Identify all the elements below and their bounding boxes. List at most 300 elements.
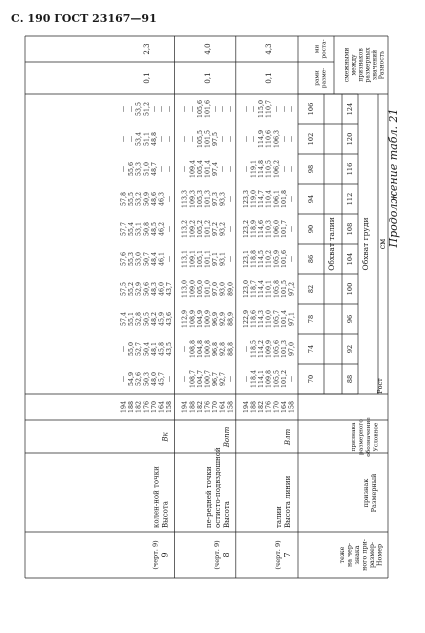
cell-value: 97,0 — [212, 281, 220, 297]
cell-value: 45,9 — [158, 311, 166, 327]
cell-value: 97,1 — [212, 251, 220, 267]
cell-value: 105,4 — [196, 159, 204, 179]
cell-value: 109,1 — [189, 249, 197, 269]
cell-value: — — [227, 195, 235, 203]
cell-value: 105,5 — [196, 129, 204, 149]
cell-value: 50,4 — [143, 341, 151, 357]
cell-value: — — [128, 105, 136, 113]
cell-value: — — [288, 135, 296, 143]
cell-value: 101,4 — [280, 309, 288, 329]
feature-name: пе-редней точки — [204, 466, 213, 528]
cell-value: 57,7 — [120, 221, 128, 237]
cell-value: — — [120, 135, 128, 143]
number-header: теже — [339, 546, 346, 564]
symbol-header: признака — [351, 422, 357, 452]
cell-value: — — [250, 105, 258, 113]
cell-value: 55,6 — [128, 161, 136, 177]
waist-value: 70 — [307, 374, 315, 384]
number-header: ного при- — [361, 539, 369, 571]
diff-header: смежными — [343, 47, 351, 83]
cell-value: 48,7 — [150, 161, 158, 177]
cell-value: 101,3 — [204, 189, 212, 209]
chest-value: 120 — [346, 132, 354, 146]
cell-value: — — [181, 375, 189, 383]
diff-size-value: 0,1 — [142, 72, 151, 84]
cell-value: — — [242, 135, 250, 143]
cell-value: 93,2 — [219, 221, 227, 237]
growth-value: 176 — [204, 400, 212, 414]
cell-value: 92,7 — [219, 371, 227, 387]
cell-value: 43,6 — [166, 311, 174, 327]
growth-value: 188 — [250, 400, 258, 414]
cell-value: — — [120, 165, 128, 173]
cell-value: 105,9 — [273, 249, 281, 269]
feature-symbol: Bопт — [222, 426, 231, 448]
cell-value: 43,5 — [166, 341, 174, 357]
cell-value: 101,6 — [204, 99, 212, 119]
growth-value: 188 — [189, 400, 197, 414]
cell-value: 108,7 — [189, 369, 197, 389]
waist-value: 90 — [307, 224, 315, 234]
cell-value: 108,9 — [189, 309, 197, 329]
feature-name: талии — [275, 506, 283, 528]
cell-value: 51,0 — [143, 161, 151, 177]
cell-value: 52,8 — [135, 311, 143, 327]
cell-value: — — [288, 255, 296, 263]
waist-value: 78 — [307, 314, 315, 324]
cell-value: 48,5 — [150, 221, 158, 237]
cell-value: 93,0 — [219, 281, 227, 297]
diff-growth-value: 4,3 — [265, 43, 274, 55]
cell-value: 109,3 — [189, 189, 197, 209]
cell-value: 110,4 — [265, 189, 273, 209]
cell-value: 118,7 — [250, 279, 258, 299]
growth-value: 158 — [166, 400, 174, 414]
cell-value: — — [288, 225, 296, 233]
cell-value: 53,3 — [135, 161, 143, 177]
cell-value: 88,8 — [227, 341, 235, 357]
cell-value: 114,2 — [258, 339, 266, 359]
cell-value: 118,5 — [250, 339, 258, 359]
chest-value: 92 — [346, 344, 354, 354]
cell-value: 123,1 — [242, 249, 250, 269]
waist-value: 74 — [307, 344, 315, 354]
growth-header: Рост — [376, 378, 384, 394]
cell-value: 96,9 — [212, 311, 220, 327]
cell-value: 53,1 — [135, 221, 143, 237]
chest-value: 88 — [346, 374, 354, 384]
cell-value: 114,5 — [258, 249, 266, 269]
cell-value: 106,1 — [273, 189, 281, 209]
cell-value: 105,6 — [196, 99, 204, 119]
diff-header: Разность — [378, 50, 386, 80]
cell-value: — — [250, 135, 258, 143]
waist-value: 106 — [307, 102, 315, 116]
growth-value: 176 — [265, 400, 273, 414]
cell-value: 57,6 — [120, 251, 128, 267]
cell-value: 105,7 — [273, 309, 281, 329]
cell-value: 110,5 — [265, 159, 273, 179]
cell-value: 57,5 — [120, 281, 128, 297]
cell-value: 53,2 — [135, 191, 143, 207]
cell-value: 105,8 — [273, 279, 281, 299]
cell-value: — — [181, 165, 189, 173]
cell-value: 48,4 — [150, 251, 158, 267]
chest-value: 112 — [346, 192, 354, 206]
growth-value: 194 — [120, 400, 128, 414]
cell-value: — — [227, 105, 235, 113]
cell-value: 50,6 — [143, 281, 151, 297]
cell-value: 51,2 — [143, 101, 151, 117]
cell-value: 101,2 — [204, 219, 212, 239]
cell-value: 113,0 — [181, 279, 189, 299]
feature-number: 8 — [221, 552, 231, 558]
feature-name: колен-ной точки — [152, 466, 161, 528]
cell-value: — — [166, 195, 174, 203]
cell-value: 109,9 — [265, 339, 273, 359]
cell-value: — — [166, 165, 174, 173]
cell-value: 123,0 — [242, 279, 250, 299]
cell-value: — — [280, 165, 288, 173]
cell-value: 114,7 — [258, 189, 266, 209]
cell-value: 45,7 — [158, 371, 166, 387]
cell-value: 55,4 — [128, 221, 136, 237]
growth-value: 194 — [242, 400, 250, 414]
growth-value: 194 — [181, 400, 189, 414]
cell-value: — — [166, 375, 174, 383]
cell-value: 48,6 — [150, 191, 158, 207]
cell-value: — — [219, 135, 227, 143]
cell-value: 105,5 — [273, 369, 281, 389]
cell-value: — — [288, 105, 296, 113]
cell-value: 109,0 — [189, 279, 197, 299]
cell-value: — — [288, 195, 296, 203]
cell-value: — — [288, 375, 296, 383]
cell-value: 53,5 — [135, 101, 143, 117]
diff-header: между — [350, 54, 358, 76]
cell-value: 104,7 — [196, 369, 204, 389]
cell-value: 123,3 — [242, 189, 250, 209]
cell-value: 51,1 — [143, 131, 151, 147]
cell-value: 118,4 — [250, 369, 258, 389]
cell-value: 97,4 — [212, 161, 220, 177]
number-header: размер- — [369, 541, 376, 569]
diff-size-value: 0,1 — [265, 72, 274, 84]
cell-value: 101,1 — [204, 249, 212, 269]
cell-value: 114,4 — [258, 279, 266, 299]
cell-value: 119,0 — [250, 189, 258, 209]
cell-value: 46,0 — [158, 281, 166, 297]
cell-value: 122,9 — [242, 309, 250, 329]
cell-value: — — [288, 165, 296, 173]
cell-value: — — [227, 135, 235, 143]
cell-value: — — [166, 255, 174, 263]
cell-value: 45,8 — [158, 341, 166, 357]
cell-value: 48,2 — [150, 311, 158, 327]
cell-value: 96,7 — [212, 371, 220, 387]
symbol-header: размерного — [358, 419, 365, 455]
cell-value: — — [120, 105, 128, 113]
cell-value: 97,2 — [288, 281, 296, 297]
cell-value: 123,2 — [242, 219, 250, 239]
cell-value: 105,1 — [196, 249, 204, 269]
cell-value: — — [166, 105, 174, 113]
page-header: С. 190 ГОСТ 23167—91 — [11, 12, 157, 25]
growth-value: 182 — [258, 400, 266, 414]
growth-value: 164 — [219, 400, 227, 414]
cell-value: — — [227, 375, 235, 383]
cell-value: — — [158, 135, 166, 143]
cell-value: 100,7 — [204, 369, 212, 389]
cell-value: 50,3 — [143, 371, 151, 387]
cell-value: 55,5 — [128, 191, 136, 207]
cell-value: 48,8 — [150, 131, 158, 147]
diff-size-value: 0,1 — [204, 72, 212, 84]
growth-value: 158 — [227, 400, 235, 414]
diff-size-header: рами — [314, 70, 321, 86]
feature-name: Высота — [222, 501, 231, 528]
cell-value: 97,0 — [288, 341, 296, 357]
cell-value: — — [227, 225, 235, 233]
cell-value: 110,6 — [265, 129, 273, 149]
cell-value: — — [189, 135, 197, 143]
cell-value: 105,6 — [273, 339, 281, 359]
cell-value: 109,8 — [265, 369, 273, 389]
diff-header: размерных — [364, 47, 372, 83]
cell-value: 106,3 — [273, 129, 281, 149]
cell-value: 100,8 — [204, 339, 212, 359]
cell-value: 108,8 — [189, 339, 197, 359]
cell-value: — — [219, 165, 227, 173]
cell-value: — — [280, 135, 288, 143]
cell-value: 105,0 — [196, 279, 204, 299]
cell-value: 101,7 — [280, 219, 288, 239]
cell-value: 52,7 — [135, 341, 143, 357]
feature-header: признак — [362, 478, 370, 508]
cell-value: 101,3 — [280, 339, 288, 359]
cell-value: 53,4 — [135, 131, 143, 147]
waist-value: 82 — [307, 284, 315, 294]
cell-value: 105,2 — [196, 219, 204, 239]
figure-ref: (черт. 9) — [151, 540, 160, 570]
diff-size-header: разме- — [321, 67, 328, 89]
chest-header: Обхват груди — [361, 217, 370, 271]
cell-value: 106,0 — [273, 219, 281, 239]
cell-value: 57,8 — [120, 191, 128, 207]
cell-value: 105,3 — [196, 189, 204, 209]
cell-value: 114,1 — [258, 369, 266, 389]
cell-value: 46,1 — [158, 251, 166, 267]
cell-value: 110,7 — [265, 99, 273, 119]
growth-value: 164 — [158, 400, 166, 414]
cell-value: 46,2 — [158, 221, 166, 237]
diff-growth-value: 4,0 — [204, 43, 212, 55]
cell-value: — — [158, 165, 166, 173]
cell-value: — — [120, 345, 128, 353]
cell-value: 101,6 — [280, 249, 288, 269]
cell-value: 55,3 — [128, 251, 136, 267]
waist-header: Обхват талии — [327, 217, 336, 271]
cell-value: — — [273, 105, 281, 113]
chest-value: 108 — [346, 222, 354, 236]
growth-value: 164 — [280, 400, 288, 414]
growth-value: 182 — [196, 400, 204, 414]
cell-value: 118,8 — [250, 249, 258, 269]
waist-value: 98 — [307, 164, 315, 174]
cell-value: 48,3 — [150, 281, 158, 297]
cell-value: 50,7 — [143, 251, 151, 267]
cell-value: — — [242, 345, 250, 353]
cell-value: 92,8 — [219, 341, 227, 357]
cell-value: — — [150, 105, 158, 113]
cell-value: 48,0 — [150, 371, 158, 387]
diff-header: признаков — [357, 48, 365, 82]
cell-value: 118,9 — [250, 219, 258, 239]
cell-value: 113,2 — [181, 219, 189, 239]
cell-value: 101,5 — [280, 279, 288, 299]
growth-value: 188 — [128, 400, 136, 414]
cell-value: 110,1 — [265, 279, 273, 299]
number-header: знака — [354, 545, 361, 565]
cell-value: — — [181, 105, 189, 113]
cell-value: — — [128, 135, 136, 143]
cell-value: 118,6 — [250, 309, 258, 329]
waist-value: 86 — [307, 254, 315, 264]
cell-value: 46,3 — [158, 191, 166, 207]
cell-value: 57,4 — [120, 311, 128, 327]
cell-value: 104,9 — [196, 309, 204, 329]
cell-value: — — [280, 105, 288, 113]
figure-ref: (черт. 9) — [212, 540, 221, 570]
diff-growth-header: ми — [314, 44, 321, 54]
cell-value: 52,9 — [135, 281, 143, 297]
growth-value: 176 — [143, 400, 151, 414]
cell-value: 101,2 — [280, 369, 288, 389]
unit-label: см — [378, 238, 387, 250]
feature-symbol: Bлт — [284, 428, 292, 446]
number-header: Номер — [376, 544, 384, 566]
feature-name: остисто-подвздошной — [213, 447, 222, 528]
cell-value: 101,0 — [204, 279, 212, 299]
rotated-table — [25, 36, 400, 578]
cell-value: 112,9 — [181, 309, 189, 329]
chest-value: 116 — [346, 162, 354, 176]
cell-value: 100,9 — [204, 309, 212, 329]
cell-value: 96,8 — [212, 341, 220, 357]
cell-value: 101,8 — [280, 189, 288, 209]
feature-symbol: Bк — [161, 432, 170, 442]
cell-value: — — [242, 375, 250, 383]
chest-value: 124 — [346, 102, 354, 116]
cell-value: — — [181, 135, 189, 143]
chest-value: 104 — [346, 252, 354, 266]
cell-value: 101,4 — [204, 159, 212, 179]
cell-value: — — [212, 105, 220, 113]
cell-value: — — [189, 105, 197, 113]
cell-value: 114,3 — [258, 309, 266, 329]
feature-header: Размерный — [370, 473, 378, 513]
cell-value: 55,0 — [128, 341, 136, 357]
diff-header: значений — [371, 49, 379, 81]
cell-value: 110,0 — [265, 309, 273, 329]
cell-value: — — [166, 225, 174, 233]
cell-value: 55,2 — [128, 281, 136, 297]
cell-value: 54,9 — [128, 371, 136, 387]
continuation-label: Продолжение табл. 21 — [387, 108, 400, 248]
feature-number: 7 — [283, 552, 292, 558]
growth-value: 170 — [273, 400, 281, 414]
cell-value: — — [166, 135, 174, 143]
cell-value: 97,1 — [288, 311, 296, 327]
cell-value: 93,1 — [219, 251, 227, 267]
feature-name: Высота — [161, 501, 170, 528]
cell-value: 109,2 — [189, 219, 197, 239]
cell-value: — — [158, 105, 166, 113]
cell-value: 113,3 — [181, 189, 189, 209]
cell-value: 97,2 — [212, 221, 220, 237]
cell-value: 88,9 — [227, 311, 235, 327]
cell-value: 114,6 — [258, 219, 266, 239]
growth-value: 182 — [135, 400, 143, 414]
cell-value: 50,8 — [143, 221, 151, 237]
cell-value: 48,1 — [150, 341, 158, 357]
waist-value: 102 — [307, 132, 315, 146]
symbol-header: обозначение — [366, 417, 372, 457]
cell-value: 101,5 — [204, 129, 212, 149]
cell-value: 110,2 — [265, 249, 273, 269]
feature-number: 9 — [160, 552, 170, 558]
symbol-header: Условное — [373, 422, 380, 452]
cell-value: — — [181, 345, 189, 353]
cell-value: 104,8 — [196, 339, 204, 359]
cell-value: 50,5 — [143, 311, 151, 327]
cell-value: — — [227, 165, 235, 173]
growth-value: 170 — [150, 400, 158, 414]
chest-value: 100 — [346, 282, 354, 296]
cell-value: 110,3 — [265, 219, 273, 239]
cell-value: — — [242, 165, 250, 173]
waist-value: 94 — [307, 194, 315, 204]
cell-value: — — [219, 105, 227, 113]
cell-value: 97,5 — [212, 131, 220, 147]
cell-value: 114,9 — [258, 129, 266, 149]
cell-value: 92,9 — [219, 311, 227, 327]
cell-value: — — [120, 375, 128, 383]
cell-value: 53,0 — [135, 251, 143, 267]
chest-value: 96 — [346, 314, 354, 324]
figure-ref: (черт. 9) — [274, 540, 282, 570]
cell-value: 55,1 — [128, 311, 136, 327]
growth-value: 170 — [212, 400, 220, 414]
diff-growth-header: роста- — [321, 39, 328, 59]
cell-value: — — [242, 105, 250, 113]
cell-value: 93,3 — [219, 191, 227, 207]
cell-value: 113,1 — [181, 249, 189, 269]
cell-value: 43,7 — [166, 281, 174, 297]
cell-value: 106,2 — [273, 159, 281, 179]
cell-value: 119,1 — [250, 159, 258, 179]
growth-value: 158 — [288, 400, 296, 414]
diff-growth-value: 2,3 — [142, 43, 151, 55]
number-header: на чер- — [346, 542, 354, 568]
cell-value: 97,3 — [212, 191, 220, 207]
cell-value: — — [227, 255, 235, 263]
cell-value: 50,9 — [143, 191, 151, 207]
cell-value: 109,4 — [189, 159, 197, 179]
cell-value: 89,0 — [227, 281, 235, 297]
cell-value: 52,6 — [135, 371, 143, 387]
cell-value: 114,8 — [258, 159, 266, 179]
